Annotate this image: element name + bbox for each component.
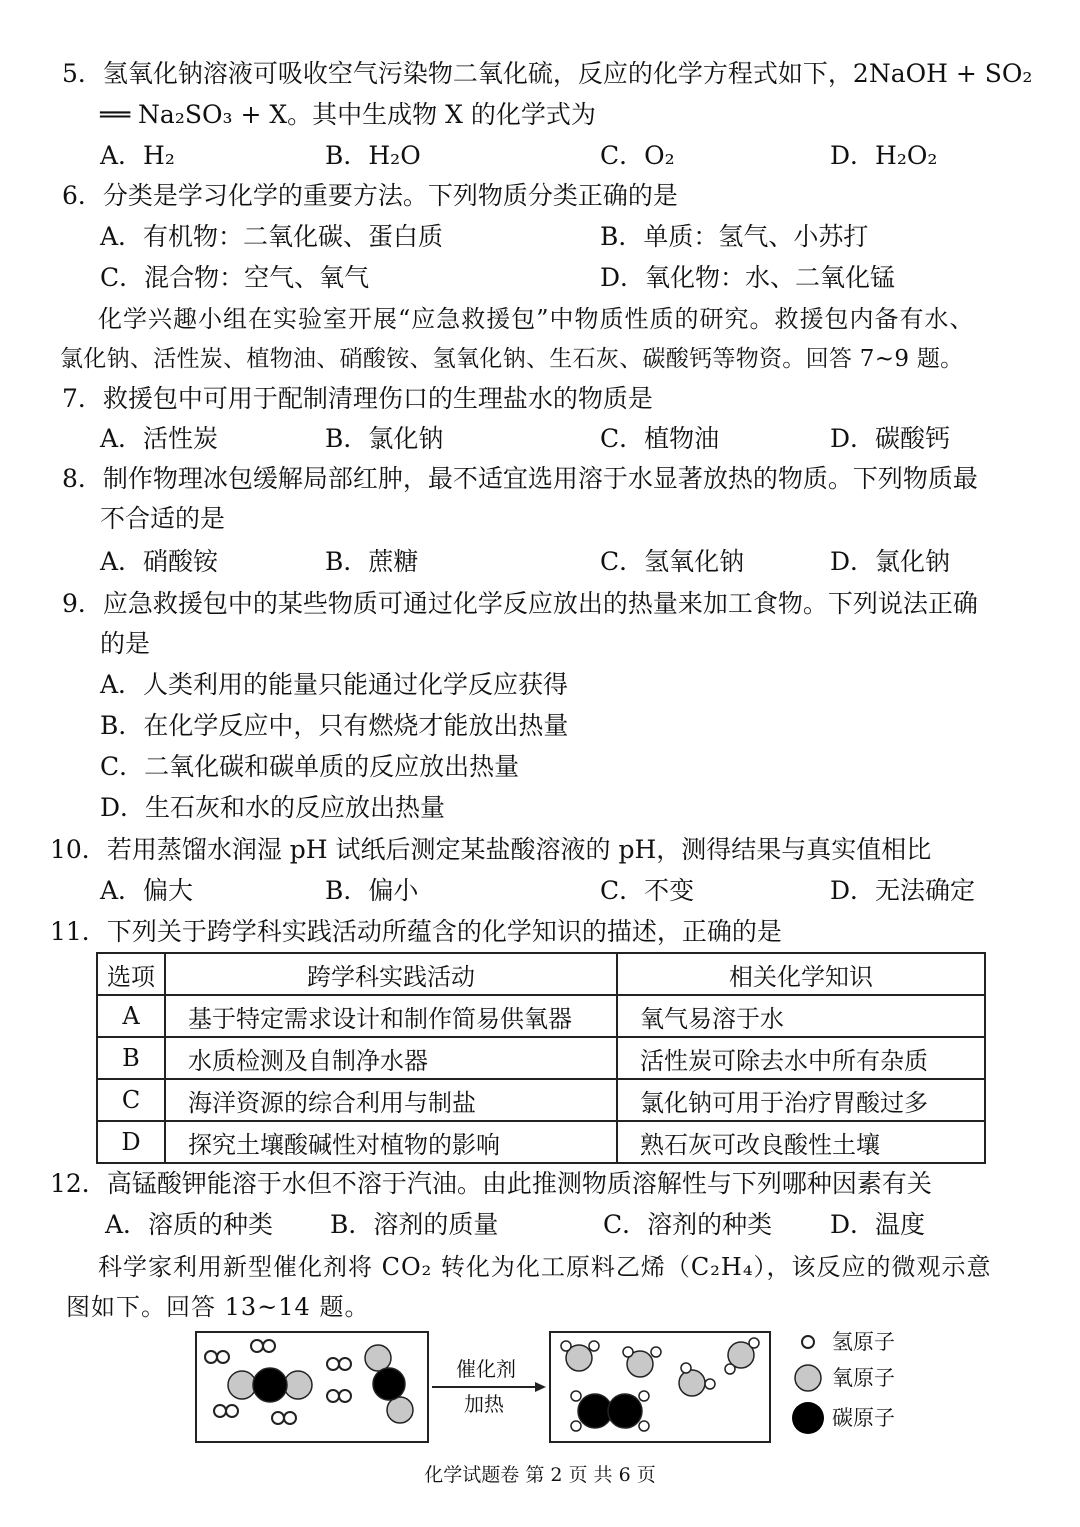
q6-stem: 分类是学习化学的重要方法。下列物质分类正确的是 [102, 181, 678, 210]
q6-option-c[interactable]: C．混合物：空气、氧气 [100, 263, 370, 292]
q6-option-b[interactable]: B．单质：氢气、小苏打 [600, 222, 869, 251]
table-cell-knowledge: 氯化钠可用于治疗胃酸过多 [617, 1079, 985, 1121]
q8-stem: 制作物理冰包缓解局部红肿，最不适宜选用溶于水显著放热的物质。下列物质最 [102, 464, 978, 493]
q5-option-b[interactable]: B．H₂O [325, 141, 421, 170]
q10-stem: 若用蒸馏水润湿 pH 试纸后测定某盐酸溶液的 pH，测得结果与真实值相比 [106, 835, 932, 864]
intro-7-9-line1: 化学兴趣小组在实验室开展“应急救援包”中物质性质的研究。救援包内备有水、 [98, 305, 975, 333]
table-header-activity: 跨学科实践活动 [165, 953, 617, 995]
hydrogen-molecule [251, 1340, 275, 1352]
carbon-dioxide-molecule [365, 1345, 413, 1423]
hydrogen-molecule [205, 1351, 229, 1363]
q6-option-d[interactable]: D．氧化物：水、二氧化锰 [600, 263, 896, 292]
q12-option-d[interactable]: D．温度 [830, 1210, 926, 1239]
legend-hydrogen-label: 氢原子 [832, 1330, 895, 1354]
q11-stem: 下列关于跨学科实践活动所蕴含的化学知识的描述，正确的是 [106, 917, 782, 946]
carbon-dioxide-molecule [228, 1368, 312, 1402]
q5-option-d[interactable]: D．H₂O₂ [830, 141, 938, 170]
water-molecule [679, 1363, 715, 1396]
q12-option-a[interactable]: A．溶质的种类 [105, 1210, 274, 1239]
page-footer: 化学试题卷 第 2 页 共 6 页 [424, 1464, 656, 1486]
table-cell-activity: 水质检测及自制净水器 [165, 1037, 617, 1079]
table-cell-knowledge: 熟石灰可改良酸性土壤 [617, 1121, 985, 1163]
q8-option-a[interactable]: A．硝酸铵 [100, 547, 219, 576]
hydrogen-atom-legend-icon [802, 1336, 814, 1348]
intro-13-14-line2: 图如下。回答 13~14 题。 [66, 1293, 370, 1321]
table-cell-knowledge: 活性炭可除去水中所有杂质 [617, 1037, 985, 1079]
q12-option-c[interactable]: C．溶剂的种类 [603, 1210, 773, 1239]
water-molecule [561, 1341, 599, 1371]
q12-option-b[interactable]: B．溶剂的质量 [330, 1210, 499, 1239]
q5-option-c[interactable]: C．O₂ [600, 141, 675, 170]
hydrogen-molecule [327, 1390, 351, 1402]
q5-option-a[interactable]: A．H₂ [100, 141, 175, 170]
hydrogen-molecule [214, 1405, 238, 1417]
q5-line2: ══ Na₂SO₃ + X。其中生成物 X 的化学式为 [100, 100, 596, 129]
q9-option-c[interactable]: C．二氧化碳和碳单质的反应放出热量 [100, 752, 520, 781]
water-molecule [725, 1338, 759, 1374]
table-cell-knowledge: 氧气易溶于水 [617, 995, 985, 1037]
q7-option-d[interactable]: D．碳酸钙 [830, 424, 951, 453]
table-cell-option: B [97, 1037, 165, 1079]
hydrogen-molecule [272, 1412, 296, 1424]
arrow-head-icon [535, 1382, 546, 1392]
q7-stem: 救援包中可用于配制清理伤口的生理盐水的物质是 [102, 384, 653, 413]
q7-option-c[interactable]: C．植物油 [600, 424, 720, 453]
oxygen-atom-legend-icon [795, 1365, 821, 1391]
intro-7-9-line2: 氯化钠、活性炭、植物油、硝酸铵、氢氧化钠、生石灰、碳酸钙等物资。回答 7~9 题。 [60, 346, 964, 372]
table-cell-option: D [97, 1121, 165, 1163]
intro-13-14-line1: 科学家利用新型催化剂将 CO₂ 转化为化工原料乙烯（C₂H₄），该反应的微观示意 [98, 1253, 992, 1281]
q8-option-b[interactable]: B．蔗糖 [325, 547, 419, 576]
table-cell-option: C [97, 1079, 165, 1121]
q9-stem: 应急救援包中的某些物质可通过化学反应放出的热量来加工食物。下列说法正确 [102, 589, 978, 618]
legend-oxygen-label: 氧原子 [832, 1366, 895, 1390]
carbon-atom-legend-icon [792, 1402, 824, 1434]
q8-option-c[interactable]: C．氢氧化钠 [600, 547, 745, 576]
arrow-label-heat: 加热 [464, 1392, 504, 1416]
q10-option-a[interactable]: A．偏大 [100, 876, 194, 905]
table-header-knowledge: 相关化学知识 [617, 953, 985, 995]
q9-option-d[interactable]: D．生石灰和水的反应放出热量 [100, 793, 446, 822]
q8-number: 8． [62, 464, 103, 493]
q9-number: 9． [62, 589, 103, 618]
legend-carbon-label: 碳原子 [832, 1406, 895, 1430]
q10-option-b[interactable]: B．偏小 [325, 876, 419, 905]
table-cell-activity: 海洋资源的综合利用与制盐 [165, 1079, 617, 1121]
q10-option-d[interactable]: D．无法确定 [830, 876, 976, 905]
water-molecule [623, 1347, 661, 1377]
q10-option-c[interactable]: C．不变 [600, 876, 695, 905]
table-header-option: 选项 [97, 953, 165, 995]
q6-option-a[interactable]: A．有机物：二氧化碳、蛋白质 [100, 222, 444, 251]
arrow-label-catalyst: 催化剂 [456, 1357, 516, 1381]
q7-option-a[interactable]: A．活性炭 [100, 424, 219, 453]
q9-option-a[interactable]: A．人类利用的能量只能通过化学反应获得 [100, 670, 569, 699]
q9-option-b[interactable]: B．在化学反应中，只有燃烧才能放出热量 [100, 711, 569, 740]
q12-number: 12． [50, 1169, 107, 1198]
table-cell-activity: 基于特定需求设计和制作简易供氧器 [165, 995, 617, 1037]
q10-number: 10． [50, 835, 107, 864]
q7-option-b[interactable]: B．氯化钠 [325, 424, 444, 453]
q6-number: 6． [62, 181, 103, 210]
q11-number: 11． [50, 917, 107, 946]
table-cell-option: A [97, 995, 165, 1037]
ethylene-molecule [571, 1391, 649, 1431]
q8-line2: 不合适的是 [100, 504, 226, 533]
q12-stem: 高锰酸钾能溶于水但不溶于汽油。由此推测物质溶解性与下列哪种因素有关 [106, 1169, 932, 1198]
q5-number: 5． [62, 59, 103, 88]
hydrogen-molecule [327, 1358, 351, 1370]
table-cell-activity: 探究土壤酸碱性对植物的影响 [165, 1121, 617, 1163]
q8-option-d[interactable]: D．氯化钠 [830, 547, 951, 576]
q5-stem: 氢氧化钠溶液可吸收空气污染物二氧化硫，反应的化学方程式如下，2NaOH + SO₂ [102, 59, 1033, 88]
q9-line2: 的是 [100, 629, 151, 658]
q7-number: 7． [62, 384, 103, 413]
